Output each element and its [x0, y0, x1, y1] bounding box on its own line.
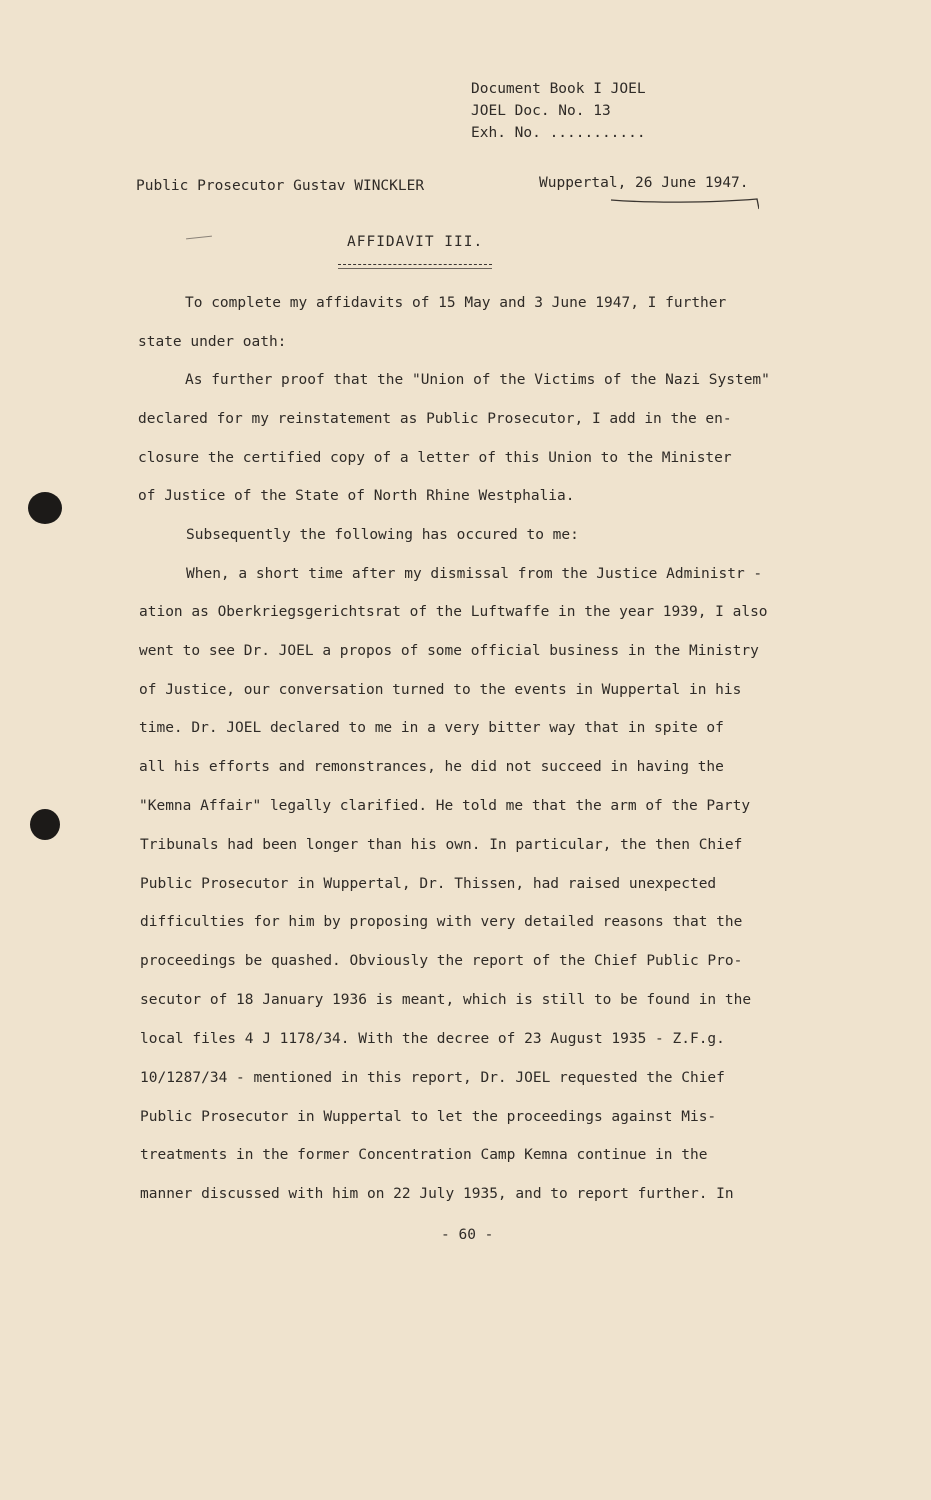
body-line: ation as Oberkriegsgerichtsrat of the Luftwaffe in the year 1939, I also [139, 604, 768, 620]
body-line: difficulties for him by proposing with very detailed reasons that the [140, 914, 743, 930]
body-line: Subsequently the following has occured to me: [186, 527, 579, 543]
body-line: When, a short time after my dismissal from the Justice Administr - [186, 566, 763, 582]
body-line: declared for my reinstatement as Public Prosecutor, I add in the en- [138, 411, 732, 427]
body-line: local files 4 J 1178/34. With the decree of 23 August 1935 - Z.F.g. [140, 1031, 725, 1047]
document-book-label: Document Book I JOEL [471, 81, 646, 97]
date-underline-mark [609, 196, 759, 210]
body-line: To complete my affidavits of 15 May and 3 June 1947, I further [185, 295, 727, 311]
punch-hole-bottom [30, 809, 60, 840]
body-line: secutor of 18 January 1936 is meant, which is still to be found in the [140, 992, 752, 1008]
punch-hole-top [28, 492, 62, 524]
body-line: state under oath: [138, 334, 287, 350]
body-line: went to see Dr. JOEL a propos of some official business in the Ministry [139, 643, 759, 659]
place-and-date: Wuppertal, 26 June 1947. [539, 175, 749, 191]
document-reference-block [471, 78, 646, 144]
body-line: 10/1287/34 - mentioned in this report, Dr. JOEL requested the Chief [140, 1070, 725, 1086]
body-line: treatments in the former Concentration Camp Kemna continue in the [140, 1147, 708, 1163]
exhibit-number-label: Exh. No. ........... [471, 125, 646, 141]
body-line: all his efforts and remonstrances, he did not succeed in having the [139, 759, 724, 775]
body-line: time. Dr. JOEL declared to me in a very bitter way that in spite of [139, 720, 724, 736]
body-line: "Kemna Affair" legally clarified. He told me that the arm of the Party [139, 798, 751, 814]
body-line: proceedings be quashed. Obviously the report of the Chief Public Pro- [140, 953, 743, 969]
body-line: As further proof that the "Union of the Victims of the Nazi System" [185, 372, 770, 388]
stray-pen-mark [186, 236, 212, 240]
body-line: manner discussed with him on 22 July 1935, and to report further. In [140, 1186, 734, 1202]
body-line: Public Prosecutor in Wuppertal to let the proceedings against Mis- [140, 1109, 717, 1125]
body-line: Public Prosecutor in Wuppertal, Dr. Thissen, had raised unexpected [140, 876, 717, 892]
author-name: Public Prosecutor Gustav WINCKLER [136, 178, 425, 194]
body-line: of Justice, our conversation turned to the events in Wuppertal in his [139, 682, 742, 698]
body-line: closure the certified copy of a letter of this Union to the Minister [138, 450, 732, 466]
body-line: Tribunals had been longer than his own. In particular, the then Chief [140, 837, 743, 853]
page-number: - 60 - [441, 1227, 494, 1243]
body-line: of Justice of the State of North Rhine Westphalia. [138, 488, 575, 504]
title-underline [338, 264, 492, 269]
document-title: AFFIDAVIT III. [347, 234, 484, 250]
document-number-label: JOEL Doc. No. 13 [471, 103, 611, 119]
